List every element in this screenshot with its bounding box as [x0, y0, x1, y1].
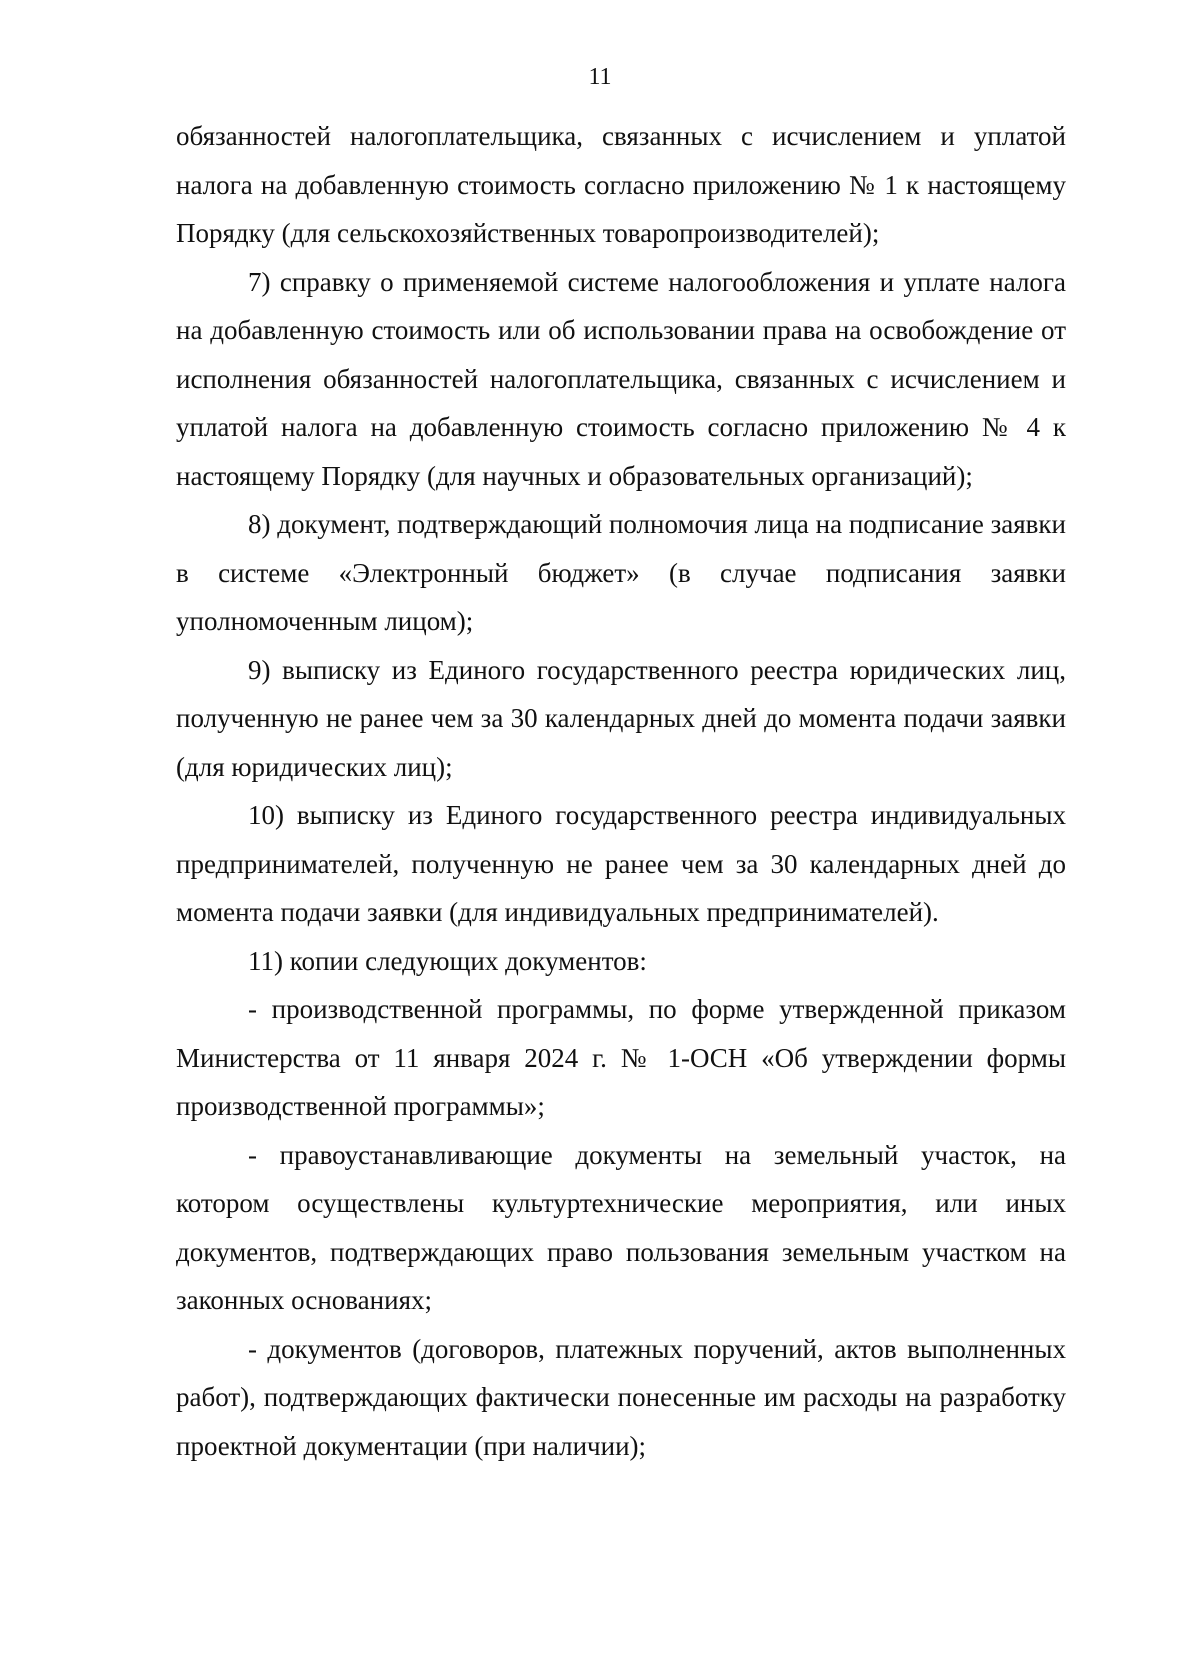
subitem-production-program: - производственной программы, по форме утвержденной приказом Министерства от 11 января 2024 г. № 1-ОСН «Об утверждении формы производственной программы»; — [176, 994, 1066, 1121]
item-10-entrepreneurs-extract: 10) выписку из Единого государственного реестра индивидуальных предпринимателей, полученную не ранее чем за 30 календарных дней до момента подачи заявки (для индивидуальных предпринимателей). — [176, 800, 1066, 927]
item-9-legal-entities-extract: 9) выписку из Единого государственного реестра юридических лиц, полученную не ранее чем за 30 календарных дней до момента подачи заявки (для юридических лиц); — [176, 654, 1066, 782]
item-11-document-copies: 11) копии следующих документов: — [248, 945, 647, 976]
item-7-tax-system-certificate: 7) справку о применяемой системе налогообложения и уплате налога на добавленную стоимость или об использовании права на освобождение от исполнения обязанностей налогоплательщика, связанных с исчислением и уплатой налога на добавленную стоимость согласно приложению № 4 к настоящему Порядку (для научных и образовательных организаций); — [176, 266, 1066, 491]
page-number: 11 — [588, 64, 612, 90]
paragraph-continued-vat: обязанностей налогоплательщика, связанных с исчислением и уплатой налога на добавленную стоимость согласно приложению № 1 к настоящему Порядку (для сельскохозяйственных товаропроизводителей); — [176, 121, 1066, 248]
document-body — [176, 112, 1066, 1470]
subitem-expense-documents: - документов (договоров, платежных поручений, актов выполненных работ), подтверждающих фактически понесенные им расходы на разработку проектной документации (при наличии); — [176, 1333, 1066, 1461]
subitem-land-title-documents: - правоустанавливающие документы на земельный участок, на котором осуществлены культуртехнические мероприятия, или иных документов, подтверждающих право пользования земельным участком на законных основаниях; — [176, 1139, 1066, 1315]
item-8-authority-document: 8) документ, подтверждающий полномочия лица на подписание заявки в системе «Электронный бюджет» (в случае подписания заявки уполномоченным лицом); — [176, 509, 1066, 636]
